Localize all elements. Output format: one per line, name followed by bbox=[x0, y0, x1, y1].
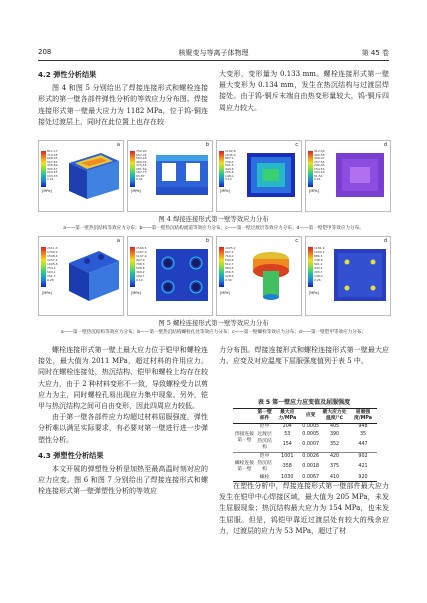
paragraph-elastic-cont: 大变形，变形量为 0.133 mm。螺栓连接形式第一壁最大变形为 0.134 mm，发生在热沉结构与过渡层焊接处。由于钨-铜斥末端自由热变形量较大，钨-铜斥四周应力较大。 bbox=[219, 70, 389, 112]
table-cell: 螺栓 bbox=[259, 474, 270, 480]
table-cell: 热沉结构 bbox=[257, 438, 272, 451]
colorbar-ticks: 750.90 657.04 563.18 469.32 375.45 281.59 187.73 93.87 0.01 bbox=[136, 149, 147, 181]
unit-label: [MPa] bbox=[131, 189, 141, 193]
volume-label: 第 45 卷 bbox=[361, 49, 389, 57]
table-cell: 53 bbox=[284, 431, 291, 437]
fig4-panel-a bbox=[38, 140, 124, 212]
colorbar-ticks: 1182.8 1035.0 887.1 739.3 591.5 443.6 295.8 148.0 0.14 bbox=[225, 149, 236, 181]
colorbar bbox=[308, 247, 313, 287]
colorbar bbox=[219, 151, 224, 187]
unit-label: [MPa] bbox=[220, 189, 230, 193]
table-cell: 421 bbox=[358, 464, 368, 470]
table-cell: 0.0067 bbox=[302, 474, 320, 480]
table-cell: 热沉结构 bbox=[257, 460, 272, 473]
colorbar-ticks: 1025.2 897.1 769.0 640.8 512.7 384.6 256.5 128.4 0.30 bbox=[225, 246, 236, 282]
table-cell: 0.0005 bbox=[302, 431, 320, 437]
table-header: 最大应力/MPa bbox=[278, 409, 297, 421]
fig5-panel-b bbox=[127, 236, 213, 316]
fig5-panel-a bbox=[38, 236, 124, 316]
figure-5 bbox=[38, 236, 389, 316]
right-column-top bbox=[219, 69, 389, 114]
colorbar-ticks: 1596.5 1397.0 1197.4 997.9 798.3 598.8 399.2 199.7 0.10 bbox=[136, 246, 147, 282]
fig5-panel-c bbox=[216, 236, 302, 316]
colorbar-ticks: 1181.9 1034.2 886.5 738.8 591.1 443.4 295.7 148.0 0.26 bbox=[314, 246, 325, 282]
bolted-heat-sink-stress-plot bbox=[65, 245, 121, 305]
figure-4-subcaption: a——第一壁热沉结构等效应力分布；b——第一壁热沉结构流道等效应力分布；c——第一壁过渡层等效应力分布；d——第一壁铠甲等效应力分布。 bbox=[63, 226, 364, 231]
right-column-bottom-upper bbox=[219, 345, 389, 367]
table-cell: 0.0005 bbox=[302, 424, 320, 430]
panel-label: c bbox=[295, 238, 298, 244]
table-cell: 过渡层 bbox=[257, 431, 272, 437]
coolant-channel-stress-plot bbox=[154, 149, 210, 201]
group-label: 焊接连接第一壁 bbox=[234, 431, 255, 443]
paragraph-plastic-cont: 力分布图。焊接连接形式和螺栓连接形式第一壁最大应力、应变及对应温度下屈服强度值列于表 5 中。 bbox=[219, 346, 389, 366]
table-header: 应变 bbox=[305, 412, 316, 418]
unit-label: [MPa] bbox=[131, 291, 141, 295]
table-5 bbox=[233, 408, 377, 482]
paragraph-elastic-conclusion: 由于第一壁各部件应力均超过材料屈服强度，弹性分析难以满足实际要求，有必要对第一壁进行进一步弹塑性分析。 bbox=[38, 413, 208, 444]
table-cell: 铠甲 bbox=[259, 453, 270, 459]
panel-label: d bbox=[383, 238, 387, 244]
colorbar bbox=[219, 247, 224, 287]
paragraph-plastic-intro: 本文开展的弹塑性分析是加热至最高温时刻对应的应力应变。图 6 和图 7 分别给出了焊接连接形式和螺栓连接形式第一壁弹塑性分析的等效应 bbox=[38, 465, 208, 496]
table-cell: 410 bbox=[329, 474, 340, 480]
table-cell: 420 bbox=[329, 453, 340, 459]
colorbar-ticks: 811.17 710.05 608.93 507.81 406.69 305.57 204.45 103.33 2.21 bbox=[47, 149, 58, 181]
section-heading-4-3: 4.3 弹塑性分析结果 bbox=[38, 450, 104, 460]
table-header: 屈服强度/MPa bbox=[354, 409, 372, 421]
table-cell: 902 bbox=[358, 453, 368, 459]
figure-4-caption: 图 4 焊接连接形式第一壁等效应力分布 bbox=[158, 215, 269, 223]
heat-sink-stress-plot bbox=[65, 149, 121, 201]
panel-label: a bbox=[116, 238, 120, 244]
table-cell: 375 bbox=[329, 464, 340, 470]
table-header: 最大应力处温度/℃ bbox=[322, 409, 347, 421]
table-header bbox=[233, 409, 256, 424]
table-cell: 358 bbox=[282, 464, 292, 470]
left-column-bottom bbox=[38, 345, 208, 498]
table-cell: 405 bbox=[329, 424, 340, 430]
table-cell: 204 bbox=[282, 424, 292, 430]
table-row bbox=[233, 452, 377, 460]
unit-label: [MPa] bbox=[42, 189, 52, 193]
panel-label: c bbox=[295, 142, 298, 148]
figure-5-subcaption: a——第一壁热沉结构等效应力分布；b——第一壁热沉结构螺栓孔处等效应力分布；c——第一壁螺栓等效应力分布；d——第一壁铠甲等效应力分布。 bbox=[60, 330, 367, 335]
table-cell: 447 bbox=[358, 442, 368, 448]
table-header: 第一壁部件 bbox=[257, 409, 272, 421]
table-cell: 0.0018 bbox=[302, 464, 320, 470]
left-column-top bbox=[38, 69, 208, 128]
armor-stress-plot bbox=[332, 149, 388, 201]
colorbar bbox=[130, 247, 135, 287]
colorbar bbox=[41, 151, 46, 187]
table-cell: 1001 bbox=[281, 453, 294, 459]
panel-label: b bbox=[205, 238, 209, 244]
colorbar-ticks: 2011.3 1760.0 1508.6 1257.2 1005.8 754.4 503.1 251.7 0.28 bbox=[47, 246, 58, 282]
table-cell: 352 bbox=[329, 442, 340, 448]
figure-4 bbox=[38, 140, 389, 212]
paragraph-bolt-results: 螺栓连接形式第一壁上最大应力位于铠甲和螺栓连接处，最大值为 2011 MPa，超过材料的许用应力。同时在螺栓连接处，热沉结构、铠甲和螺栓上均存在较大应力，由于 2 种材料变形不一致，导致螺栓受力以剪应力为主，同时螺栓孔易出现应力集中现象。另外，铠甲与热沉结构之间可自由变形，因此四周应力较低。 bbox=[38, 346, 208, 411]
page-number: 208 bbox=[38, 48, 52, 56]
table-cell: 948 bbox=[358, 424, 368, 430]
bolt-hole-stress-plot bbox=[154, 245, 210, 305]
table-5-caption: 表 5 第一壁应力应变值及屈服强度 bbox=[257, 399, 351, 406]
fig4-panel-c bbox=[216, 140, 302, 212]
fig4-panel-d bbox=[305, 140, 391, 212]
table-cell: 铠甲 bbox=[259, 424, 270, 430]
panel-label: b bbox=[205, 142, 209, 148]
fig4-panel-b bbox=[127, 140, 213, 212]
paragraph-plastic-detail: 在塑性分析中，焊接连接形式第一壁部件最大应力发生在铠甲中心焊接区域，最大值为 205 MPa，未发生屈服现象；热沉结构最大应力为 154 MPa，也未发生屈服。但是，钨铠甲靠近过渡层处有较大的残余应力，过渡层的应力为 53 MPa，超过了材 bbox=[219, 482, 389, 535]
colorbar bbox=[130, 151, 135, 187]
bolt-stress-plot bbox=[243, 245, 299, 305]
table-cell: 0.0007 bbox=[302, 442, 320, 448]
group-label: 螺栓连接第一壁 bbox=[234, 460, 255, 473]
colorbar bbox=[308, 151, 313, 187]
panel-label: a bbox=[116, 142, 120, 148]
unit-label: [MPa] bbox=[309, 189, 319, 193]
running-header bbox=[38, 46, 389, 61]
table-cell: 0.0026 bbox=[302, 453, 320, 459]
colorbar bbox=[41, 247, 46, 287]
table-row bbox=[233, 423, 377, 431]
colorbar-ticks: 412.09 360.58 309.07 257.56 206.05 154.54 103.03 51.52 0.01 bbox=[314, 149, 325, 181]
fig5-panel-d bbox=[305, 236, 391, 316]
table-cell: 390 bbox=[329, 431, 340, 437]
unit-label: [MPa] bbox=[309, 291, 319, 295]
unit-label: [MPa] bbox=[42, 291, 52, 295]
table-cell: 1030 bbox=[281, 474, 294, 480]
bolted-armor-stress-plot bbox=[332, 245, 388, 305]
journal-title: 核聚变与等离子体物理 bbox=[178, 49, 249, 57]
table-cell: 154 bbox=[282, 442, 292, 448]
table-cell: 35 bbox=[359, 431, 367, 437]
table-cell: 920 bbox=[358, 474, 368, 480]
panel-label: d bbox=[383, 142, 387, 148]
section-heading-4-2: 4.2 弹性分析结果 bbox=[38, 70, 97, 79]
right-column-bottom-lower bbox=[219, 481, 389, 537]
unit-label: [MPa] bbox=[220, 291, 230, 295]
paragraph-elastic-results: 图 4 和图 5 分别给出了焊接连接形式和螺栓连接形式的第一壁各部件弹性分析的等效应力分布图。焊接连接形式第一壁最大应力为 1182 MPa，位于钨-铜连接处过渡层上，同时在此位置上也存在较 bbox=[38, 84, 208, 126]
interlayer-stress-plot bbox=[243, 149, 299, 201]
figure-5-caption: 图 5 螺栓连接形式第一壁等效应力分布 bbox=[158, 319, 269, 327]
